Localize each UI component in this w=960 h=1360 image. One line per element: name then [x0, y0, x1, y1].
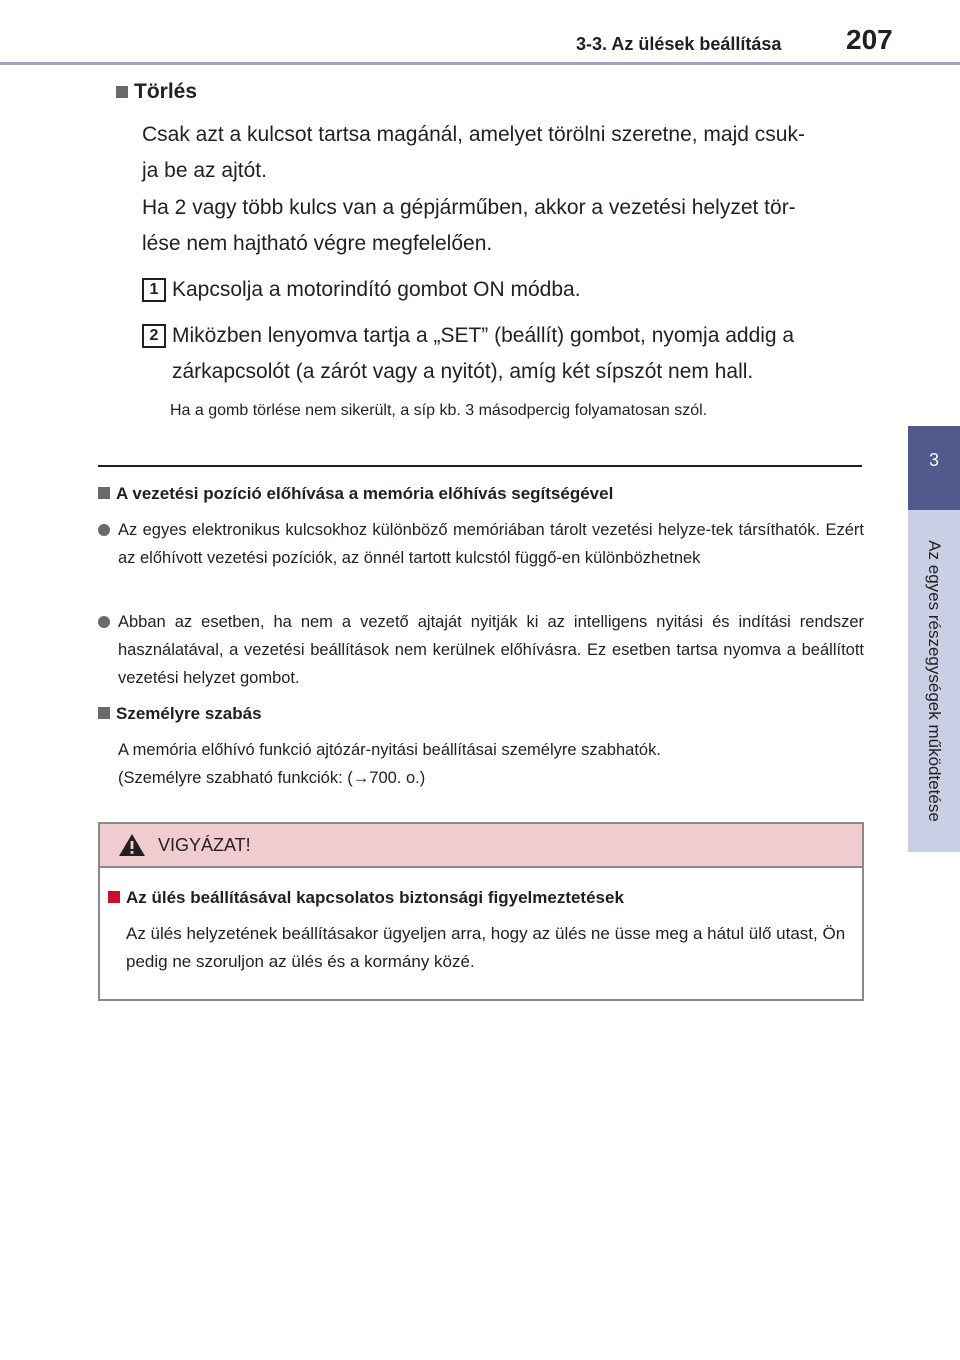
- recall-bullet-1-text: Az egyes elektronikus kulcsokhoz különböző memóriában tárolt vezetési helyze-tek társíthatók. Ezért az előhívott vezetési pozíciók, az önnél tartott kulcstól függő-en különbözhetnek: [118, 521, 864, 567]
- recall-bullet-2-text: Abban az esetben, ha nem a vezető ajtaját nyitják ki az intelligens nyitási és indítási rendszer használatával, a vezetési beállítások nem kerülnek előhívásra. Ez esetben tartsa nyomva a beállított vezetési helyzet gombot.: [118, 613, 864, 687]
- warning-title: VIGYÁZAT!: [158, 835, 251, 855]
- recall-heading: [98, 484, 613, 504]
- torles-para-1: [142, 117, 862, 189]
- warning-subheading-text: Az ülés beállításával kapcsolatos biztonsági figyelmeztetések: [126, 888, 624, 907]
- custom-line-1: A memória előhívó funkció ajtózár-nyitási beállításai személyre szabhatók.: [118, 741, 661, 759]
- recall-heading-text: A vezetési pozíció előhívása a memória előhívás segítségével: [116, 484, 614, 503]
- torles-para-1-line-1: Csak azt a kulcsot tartsa magánál, amelyet törölni szeretne, majd csuk-: [142, 123, 805, 146]
- custom-heading-text: Személyre szabás: [116, 704, 262, 723]
- square-bullet-icon: [98, 707, 110, 719]
- page-number: 207: [846, 24, 893, 55]
- torles-para-2-line-2: lése nem hajtható végre megfelelően.: [142, 232, 493, 255]
- square-bullet-icon: [98, 487, 110, 499]
- red-square-bullet-icon: [108, 891, 120, 903]
- custom-heading: [98, 704, 262, 724]
- chapter-tab: [908, 426, 960, 510]
- warning-header: [100, 824, 862, 868]
- torles-para-1-line-2: ja be az ajtót.: [142, 159, 267, 182]
- torles-para-2: [142, 190, 862, 262]
- chapter-title: Az egyes részegységek működtetése: [925, 540, 944, 822]
- step-1-text: Kapcsolja a motorindító gombot ON módba.: [172, 278, 581, 301]
- step-number-1: 1: [142, 278, 166, 302]
- warning-subheading: [108, 888, 624, 908]
- torles-note: Ha a gomb törlése nem sikerült, a síp kb. 3 másodpercig folyamatosan szól.: [170, 402, 708, 419]
- section-title: 3-3. Az ülések beállítása: [576, 34, 782, 54]
- step-2-line-2: zárkapcsolót (a zárót vagy a nyitót), amíg két sípszót nem hall.: [172, 360, 754, 383]
- square-bullet-icon: [116, 86, 128, 98]
- custom-line-2: (Személyre szabható funkciók: (→700. o.): [118, 769, 426, 787]
- torles-heading-text: Törlés: [134, 80, 198, 103]
- recall-bullet-1: [98, 516, 864, 572]
- recall-bullet-2: [98, 608, 864, 692]
- round-bullet-icon: [98, 524, 110, 536]
- step-2-line-1: Miközben lenyomva tartja a „SET” (beállít) gombot, nyomja addig a: [172, 324, 795, 347]
- step-2-text: [172, 318, 862, 390]
- warning-triangle-icon: [118, 833, 146, 857]
- chapter-number: 3: [928, 450, 939, 470]
- torles-heading: [116, 80, 197, 104]
- step-number-2: 2: [142, 324, 166, 348]
- torles-para-2-line-1: Ha 2 vagy több kulcs van a gépjárműben, akkor a vezetési helyzet tör-: [142, 196, 796, 219]
- section-divider: [98, 465, 862, 467]
- warning-box: [98, 822, 864, 1001]
- header-divider: [0, 62, 960, 65]
- round-bullet-icon: [98, 616, 110, 628]
- warning-body: Az ülés helyzetének beállításakor ügyeljen arra, hogy az ülés ne üsse meg a hátul ülő utast, Ön pedig ne szoruljon az ülés és a kormány közé.: [126, 924, 846, 971]
